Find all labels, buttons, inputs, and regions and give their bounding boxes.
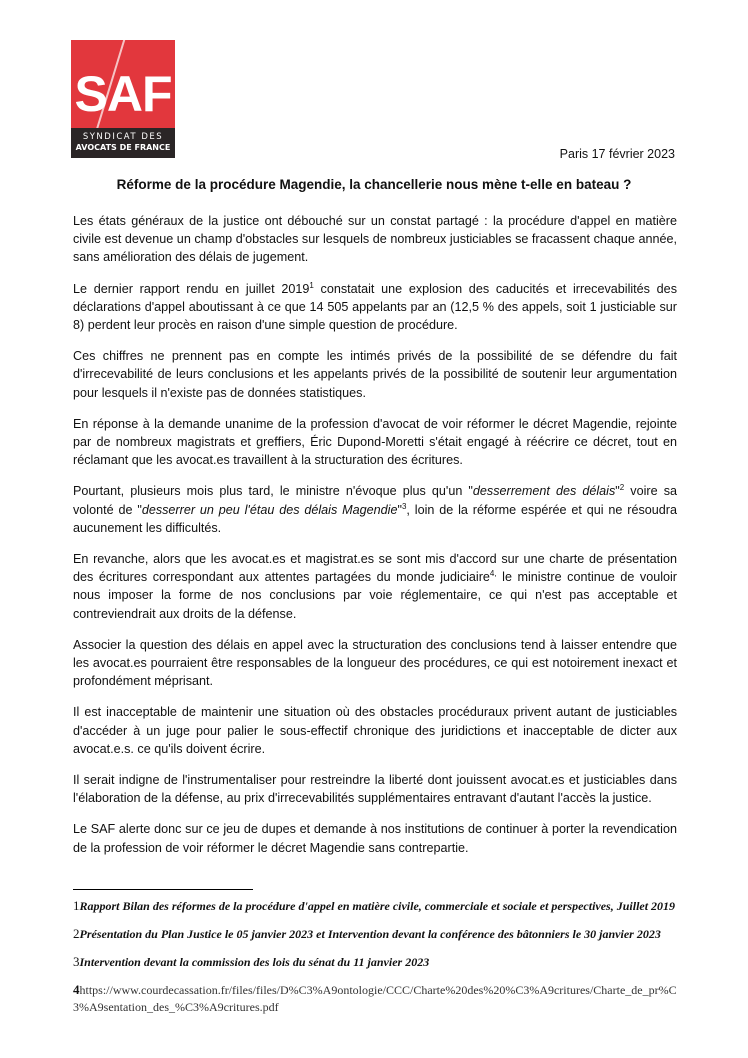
document-date: Paris 17 février 2023: [559, 147, 675, 161]
paragraph-text: , loin de la réforme espérée et qui ne résoudra aucunement les difficultés.: [73, 502, 678, 535]
paragraph: [73, 482, 677, 537]
paragraph: Le SAF alerte donc sur ce jeu de dupes et demande à nos institutions de continuer à porter la revendication de la profession de voir réformer le décret Magendie sans contrepartie.: [73, 822, 677, 855]
footnote-text: Rapport Bilan des réformes de la procédure d'appel en matière civile, commerciale et sociale et perspectives, Juillet 2019: [79, 899, 676, 913]
paragraph: [73, 280, 677, 335]
footnote-2: [73, 925, 683, 943]
paragraph: Il serait indigne de l'instrumentaliser pour restreindre la liberté dont jouissent avocat.es et justiciables dans l'élaboration de la défense, au prix d'irrecevabilités supplémentaires entravant d'autant l'accès la justice.: [73, 773, 677, 806]
logo-line2: AVOCATS DE FRANCE: [75, 143, 171, 152]
footnote-text: Présentation du Plan Justice le 05 janvier 2023 et Intervention devant la conférence des bâtonniers le 30 janvier 2023: [79, 927, 661, 941]
document-body: [73, 212, 677, 870]
paragraph-text: En revanche, alors que les avocat.es et magistrat.es se sont mis d'accord sur une charte de présentation des écritures correspondant aux attentes partagées du monde judiciaire: [73, 552, 677, 585]
footnote-number: 4: [73, 982, 80, 997]
logo-line1: SYNDICAT DES: [82, 132, 164, 142]
paragraph-text: ": [397, 502, 402, 517]
quote-italic: desserrer un peu l'étau des délais Magendie: [141, 502, 398, 517]
footnotes: [73, 897, 683, 1026]
paragraph-text: le ministre continue de vouloir nous imposer la forme de nos conclusions par voie réglementaire, ce qui n'est pas acceptable et contreviendrait aux droits de la défense.: [73, 570, 677, 621]
footnote-number: 2: [73, 926, 80, 941]
paragraph-text: constatait une explosion des caducités et irrecevabilités des déclarations d'appel aboutissant à ce que 14 505 appelants par an (12,5 % des appels, soit 1 justiciable sur 8) perdent leur procès en raison d'une simple question de procédure.: [73, 281, 677, 333]
saf-logo: [71, 40, 175, 158]
logo-red-block: [71, 40, 175, 128]
paragraph-text: ": [615, 484, 620, 499]
footnote-ref[interactable]: 1: [309, 280, 314, 290]
paragraph: [73, 550, 677, 623]
paragraph: Il est inacceptable de maintenir une situation où des obstacles procéduraux privent autant de justiciables d'accéder à un juge pour palier le sous-effectif chronique des juridictions et inacceptable de dicter aux avocat.e.s. ce qu'ils doivent écrire.: [73, 705, 677, 756]
footnote-ref[interactable]: 3: [401, 501, 407, 511]
paragraph: Ces chiffres ne prennent pas en compte les intimés privés de la possibilité de se défendre du fait d'irrecevabilité de leurs conclusions et les appelants privés de la possibilité de soutenir leur argumentation pour lesquels il n'existe pas de données statistiques.: [73, 349, 677, 400]
footnote-4: [73, 981, 683, 1016]
logo-acronym: SAF: [74, 66, 172, 122]
paragraph-text: Le dernier rapport rendu en juillet 2019: [73, 281, 310, 296]
paragraph: Associer la question des délais en appel avec la structuration des conclusions tend à laisser entendre que les avocat.es pourraient être responsables de la longueur des procédures, ce qui est notoirement inexact et profondément méprisant.: [73, 637, 677, 689]
paragraph-text: Pourtant, plusieurs mois plus tard, le ministre n'évoque plus qu'un ": [73, 484, 473, 499]
footnote-1: [73, 897, 683, 915]
footnote-3: [73, 953, 683, 971]
paragraph: Les états généraux de la justice ont débouché sur un constat partagé : la procédure d'appel en matière civile est devenue un champ d'obstacles sur lesquels de nombreux justiciables se fracassent chaque année, sans amélioration des délais de jugement.: [73, 214, 677, 265]
footnote-link[interactable]: https://www.courdecassation.fr/files/files/D%C3%A9ontologie/CCC/Charte%20des%20%C3%A9critures/Charte_de_pr%C3%A9sentation_des_%C3%A9critures.pdf: [73, 983, 677, 1014]
footnote-ref[interactable]: 4,: [489, 569, 497, 579]
footnote-number: 1: [73, 898, 80, 913]
document-title: Réforme de la procédure Magendie, la chancellerie nous mène t-elle en bateau ?: [116, 177, 632, 192]
logo-band: [71, 128, 175, 158]
footnote-ref[interactable]: 2: [619, 483, 625, 493]
footnote-number: 3: [73, 954, 80, 969]
paragraph: En réponse à la demande unanime de la profession d'avocat de voir réformer le décret Magendie, rejointe par de nombreux magistrats et greffiers, Éric Dupond-Moretti s'était engagé à réécrire ce décret, tout en réclamant que les avocat.es travaillent à la structuration des écritures.: [73, 416, 677, 468]
footnote-separator: [73, 889, 253, 890]
quote-italic: desserrement des délais: [472, 484, 616, 499]
footnote-text: Intervention devant la commission des lois du sénat du 11 janvier 2023: [79, 955, 430, 969]
paragraph-text: voire sa volonté de ": [73, 484, 677, 517]
